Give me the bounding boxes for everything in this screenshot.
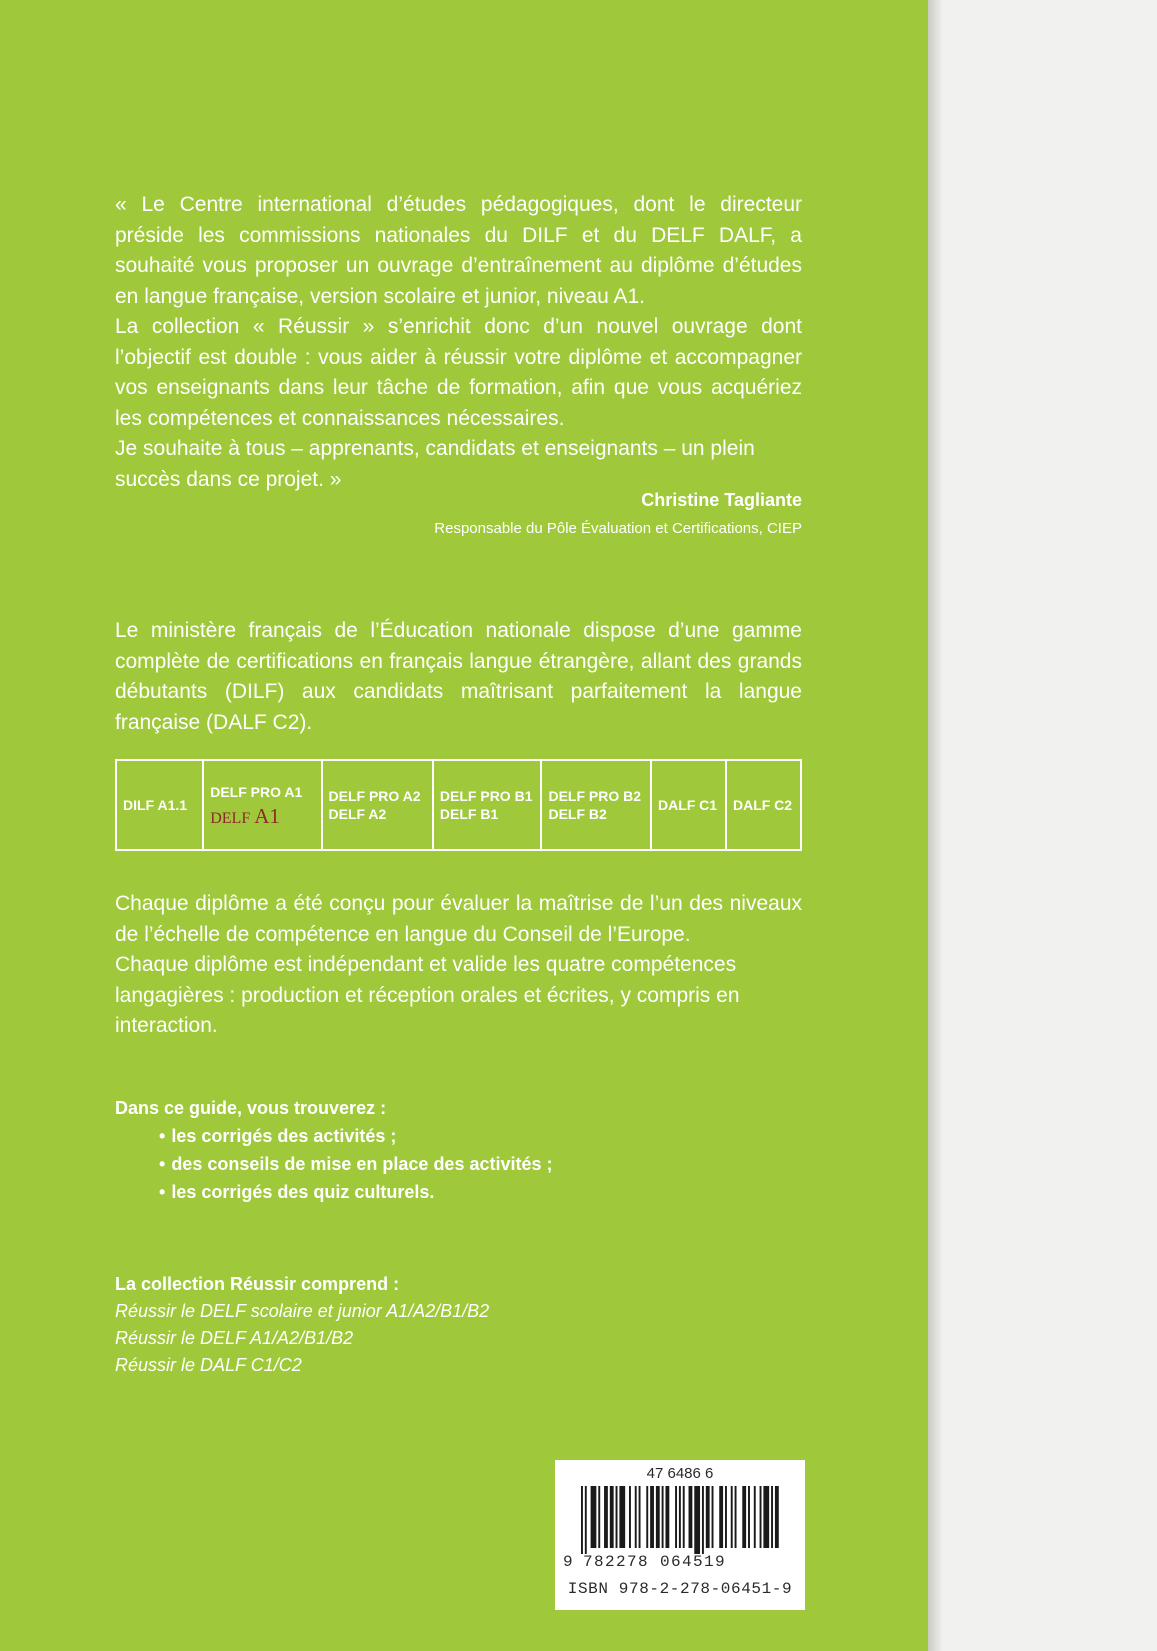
barcode-bar: [719, 1486, 723, 1548]
diploma-paragraph: Chaque diplôme est indépendant et valide les quatre compétences langagières : production et réception orales et écrites, y compris en interaction.: [115, 953, 740, 1037]
diploma-paragraph: Chaque diplôme a été conçu pour évaluer la maîtrise de l’un des niveaux de l’échelle de compétence en langue du Conseil de l’Europe.: [115, 892, 802, 946]
quote-paragraph: La collection « Réussir » s’enrichit donc d’un nouvel ouvrage dont l’objectif est double : vous aider à réussir votre diplôme et accompagner vos enseignants dans leur tâche de formation, afin que vous acquériez les compétences et connaissances nécessaires.: [115, 315, 802, 430]
ministry-paragraph: Le ministère français de l’Éducation nationale dispose d’une gamme complète de certifications en français langue étrangère, allant des grands débutants (DILF) aux candidats maîtrisant parfaitement la langue française (DALF C2).: [115, 619, 802, 734]
list-item: Réussir le DALF C1/C2: [115, 1355, 302, 1375]
list-item: Réussir le DELF A1/A2/B1/B2: [115, 1328, 354, 1348]
barcode-bar: [665, 1486, 669, 1548]
barcode-bar: [629, 1486, 631, 1548]
level-label: DALF C2: [732, 797, 793, 813]
ministry-block: [115, 616, 802, 738]
level-cell: [116, 760, 203, 850]
level-label: DILF A1.1: [123, 797, 188, 813]
barcode-bar: [754, 1486, 756, 1548]
barcode-bar: [675, 1486, 677, 1548]
diploma-block: [115, 889, 802, 1042]
level-label: DELF PRO B1: [439, 788, 533, 804]
level-label: DELF B2: [548, 806, 607, 822]
list-item: • des conseils de mise en place des activités ;: [159, 1150, 802, 1178]
list-item: Réussir le DELF scolaire et junior A1/A2/B1/B2: [115, 1301, 490, 1321]
barcode-bar: [725, 1486, 727, 1548]
barcode-bar: [702, 1486, 704, 1554]
barcode-bar: [650, 1486, 654, 1548]
isbn-text: ISBN 978-2-278-06451-9: [567, 1580, 793, 1598]
level-label: DELF PRO B2: [548, 788, 642, 804]
barcode-bar: [679, 1486, 681, 1548]
barcode-bar: [683, 1486, 685, 1548]
collection-title: La collection Réussir comprend :: [115, 1274, 400, 1294]
delf-a1-highlight: [210, 803, 314, 828]
guide-title: Dans ce guide, vous trouverez :: [115, 1098, 387, 1118]
barcode-bar: [619, 1486, 625, 1548]
level-label: DELF B1: [439, 806, 499, 822]
level-cell: [322, 760, 433, 850]
table-row: [116, 760, 801, 850]
quote-paragraph: Je souhaite à tous – apprenants, candidats et enseignants – un plein succès dans ce projet. »: [115, 437, 755, 491]
level-label: DALF C1: [657, 797, 718, 813]
barcode-bar: [581, 1486, 583, 1554]
barcode-bar: [760, 1486, 762, 1548]
barcode-bar: [706, 1486, 710, 1548]
barcode-bar: [735, 1486, 737, 1548]
barcode-bar: [639, 1486, 641, 1548]
level-label: DELF PRO A1: [210, 783, 303, 800]
guide-list: [115, 1122, 802, 1206]
level-cell: [541, 760, 651, 850]
level-cell: [651, 760, 726, 850]
barcode-bar: [604, 1486, 608, 1548]
barcode-bar: [610, 1486, 614, 1548]
barcode-bar: [775, 1486, 779, 1548]
page-edge: [928, 0, 942, 1651]
barcode-bar: [763, 1486, 769, 1548]
barcode-first-digit: 9: [563, 1553, 575, 1571]
barcode-icon: [581, 1486, 779, 1554]
barcode-bar: [712, 1486, 714, 1548]
quote-paragraph: « Le Centre international d’études pédagogiques, dont le directeur préside les commissions nationales du DILF et du DELF DALF, a souhaité vous proposer un ouvrage d’entraînement au diplôme d’études en langue française, version scolaire et junior, niveau A1.: [115, 193, 802, 308]
list-item: • les corrigés des activités ;: [159, 1122, 802, 1150]
barcode-bar: [694, 1486, 700, 1554]
barcode-digit-groups: 782278 064519: [583, 1553, 727, 1571]
delf-label: DELF: [210, 809, 251, 827]
barcode-label: [555, 1460, 805, 1610]
barcode-bar: [616, 1486, 618, 1548]
barcode-bar: [598, 1486, 600, 1548]
barcode-bar: [771, 1486, 773, 1548]
level-label: DELF PRO A2: [328, 788, 421, 804]
level-cell: [433, 760, 542, 850]
level-cell: [726, 760, 801, 850]
certification-levels-table: [115, 759, 802, 851]
barcode-bar: [591, 1486, 597, 1548]
barcode-bar: [689, 1486, 693, 1548]
barcode-bar: [585, 1486, 587, 1554]
author-role: Responsable du Pôle Évaluation et Certifications, CIEP: [434, 520, 802, 537]
list-item: • les corrigés des quiz culturels.: [159, 1178, 802, 1206]
a1-level: A1: [254, 803, 280, 828]
barcode-bar: [646, 1486, 648, 1548]
signature: [115, 490, 802, 540]
author-name: Christine Tagliante: [641, 490, 802, 510]
barcode-bar: [731, 1486, 733, 1548]
quote-block: [115, 190, 802, 495]
barcode-bar: [742, 1486, 746, 1548]
barcode-bar: [635, 1486, 637, 1548]
collection-block: [115, 1270, 802, 1379]
level-label: DELF A2: [328, 806, 387, 822]
level-cell: [203, 760, 321, 850]
barcode-bar: [748, 1486, 750, 1548]
barcode-bar: [656, 1486, 660, 1548]
barcode-top-code: 47 6486 6: [646, 1465, 714, 1482]
guide-block: [115, 1094, 802, 1206]
barcode-bar: [662, 1486, 664, 1548]
